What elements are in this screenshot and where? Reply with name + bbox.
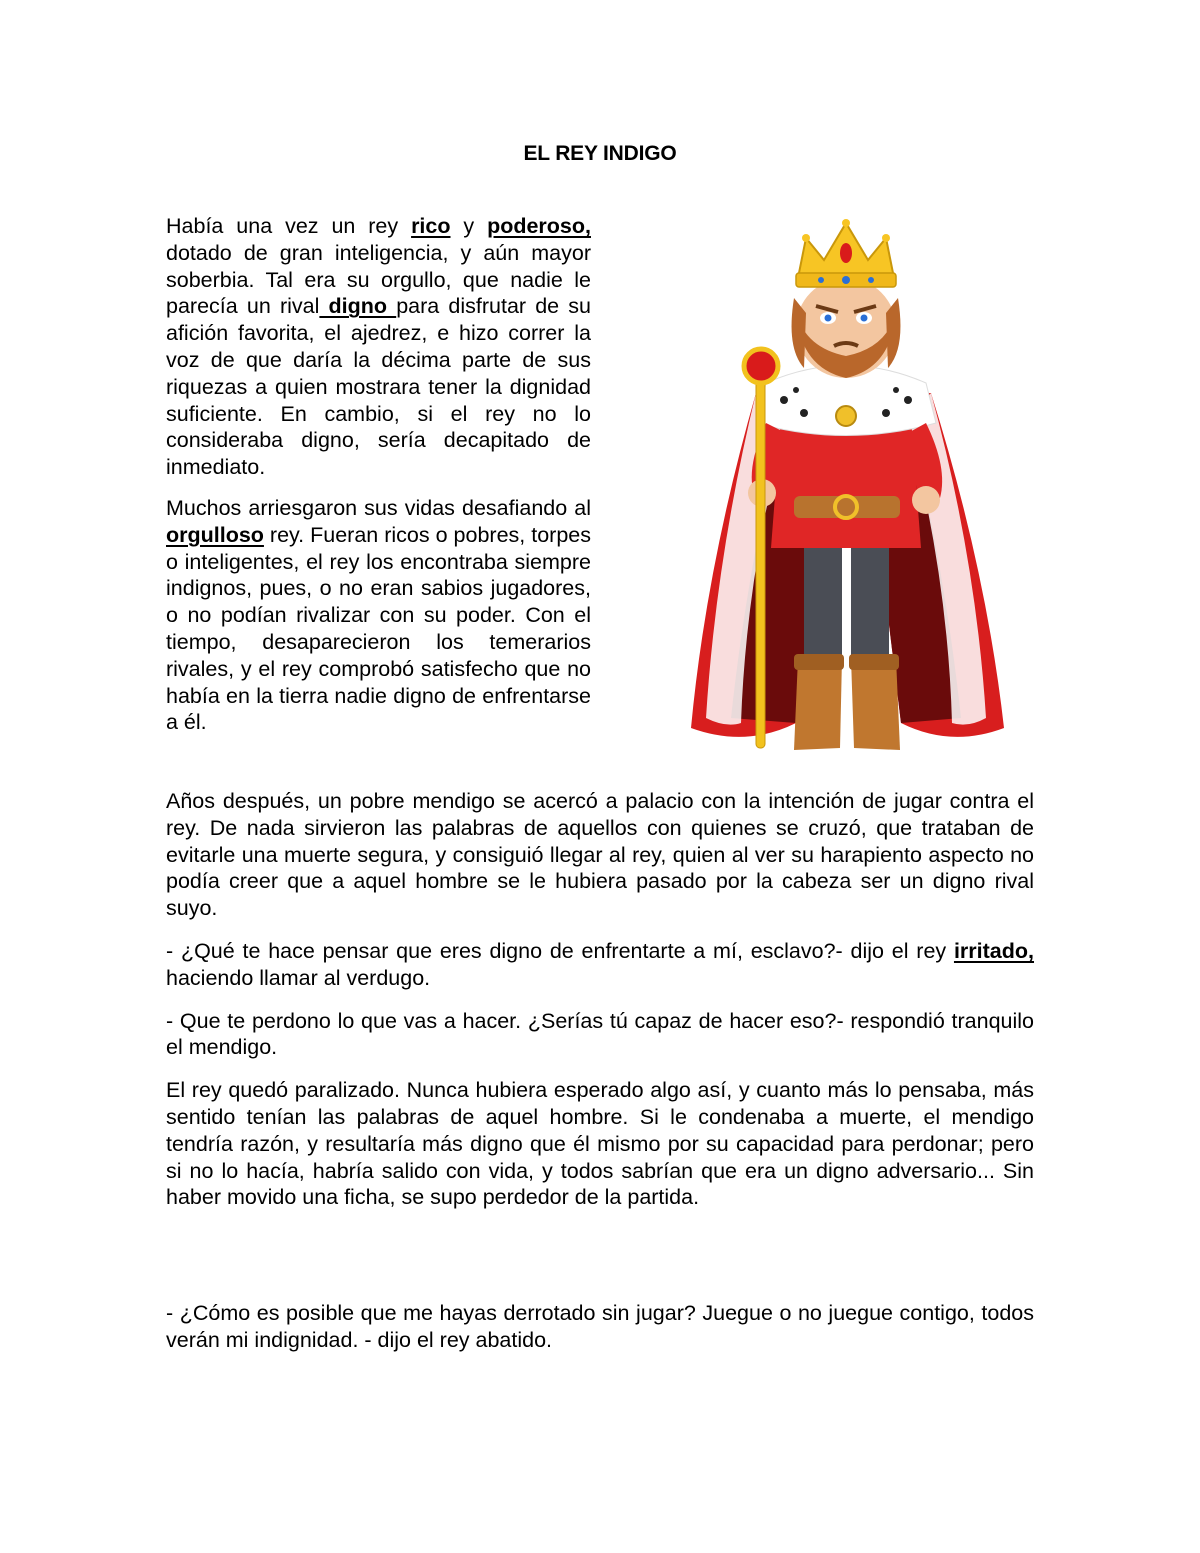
p1-text-b: y [450,214,488,238]
paragraph-5: - Que te perdono lo que vas a hacer. ¿Serías tú capaz de hacer eso?- respondió tranquilo el mendigo. [166,1008,1034,1060]
document-title: EL REY INDIGO [523,142,677,165]
paragraph-1 [166,213,591,481]
p1-text-a: Había una vez un rey [166,214,412,238]
paragraph-6: El rey quedó paralizado. Nunca hubiera esperado algo así, y cuanto más lo pensaba, más sentido tenían las palabras de aquel hombre. Si le condenaba a muerte, el mendigo tendría razón, y resultaría más digno que él mismo por su capacidad para perdonar; pero si no lo hacía, habría salido con vida, y todos sabrían que era un digno adversario... Sin haber movido una ficha, se supo perdedor de la partida. [166,1078,1034,1210]
main-text [166,788,1034,1211]
vocab-word-orgulloso: orgulloso [166,522,264,547]
paragraph-3: Años después, un pobre mendigo se acercó a palacio con la intención de jugar contra el rey. De nada sirvieron las palabras de aquellos con quienes se cruzó, que trataban de evitarle una muerte segura, y consiguió llegar al rey, quien al ver su harapiento aspecto no podía creer que a aquel hombre se le hubiera pasado por la cabeza ser un digno rival suyo. [166,789,1034,921]
p1-text-d: para disfrutar de su afición favorita, el ajedrez, e hizo correr la voz de que daría la décima parte de sus riquezas a quien mostrara tener la dignidad suficiente. En cambio, si el rey no lo consideraba digno, sería decapitado de inmediato. [166,294,591,480]
vocab-word-digno: digno [319,294,397,319]
king-illustration [686,218,1006,760]
vocab-word-poderoso: poderoso, [487,214,591,238]
left-column [166,213,591,736]
closing-text [166,1300,1034,1354]
vocab-word-irritado: irritado, [953,938,1034,963]
p4-text-a: - ¿Qué te hace pensar que eres digno de enfrentarte a mí, esclavo?- dijo el rey [166,938,954,963]
paragraph-4 [166,938,1034,992]
p4-text-b: haciendo llamar al verdugo. [166,965,431,990]
paragraph-7: - ¿Cómo es posible que me hayas derrotado sin jugar? Juegue o no juegue contigo, todos verán mi indignidad. - dijo el rey abatido. [166,1301,1034,1352]
p2-text-b: rey. Fueran ricos o pobres, torpes o inteligentes, el rey los encontraba siempre indignos, pues, o no eran sabios jugadores, o no podían rivalizar con su poder. Con el tiempo, desaparecieron los temerarios rivales, y el rey comprobó satisfecho que no había en la tierra nadie digno de enfrentarse a él. [166,522,591,735]
p1-text-c: dotado de gran inteligencia, y aún mayor soberbia. Tal era su orgullo, que nadie le parecía un rival [166,240,591,319]
vocab-word-rico: rico [411,214,451,238]
p2-text-a: Muchos arriesgaron sus vidas desafiando al [166,495,591,520]
paragraph-2 [166,495,591,736]
